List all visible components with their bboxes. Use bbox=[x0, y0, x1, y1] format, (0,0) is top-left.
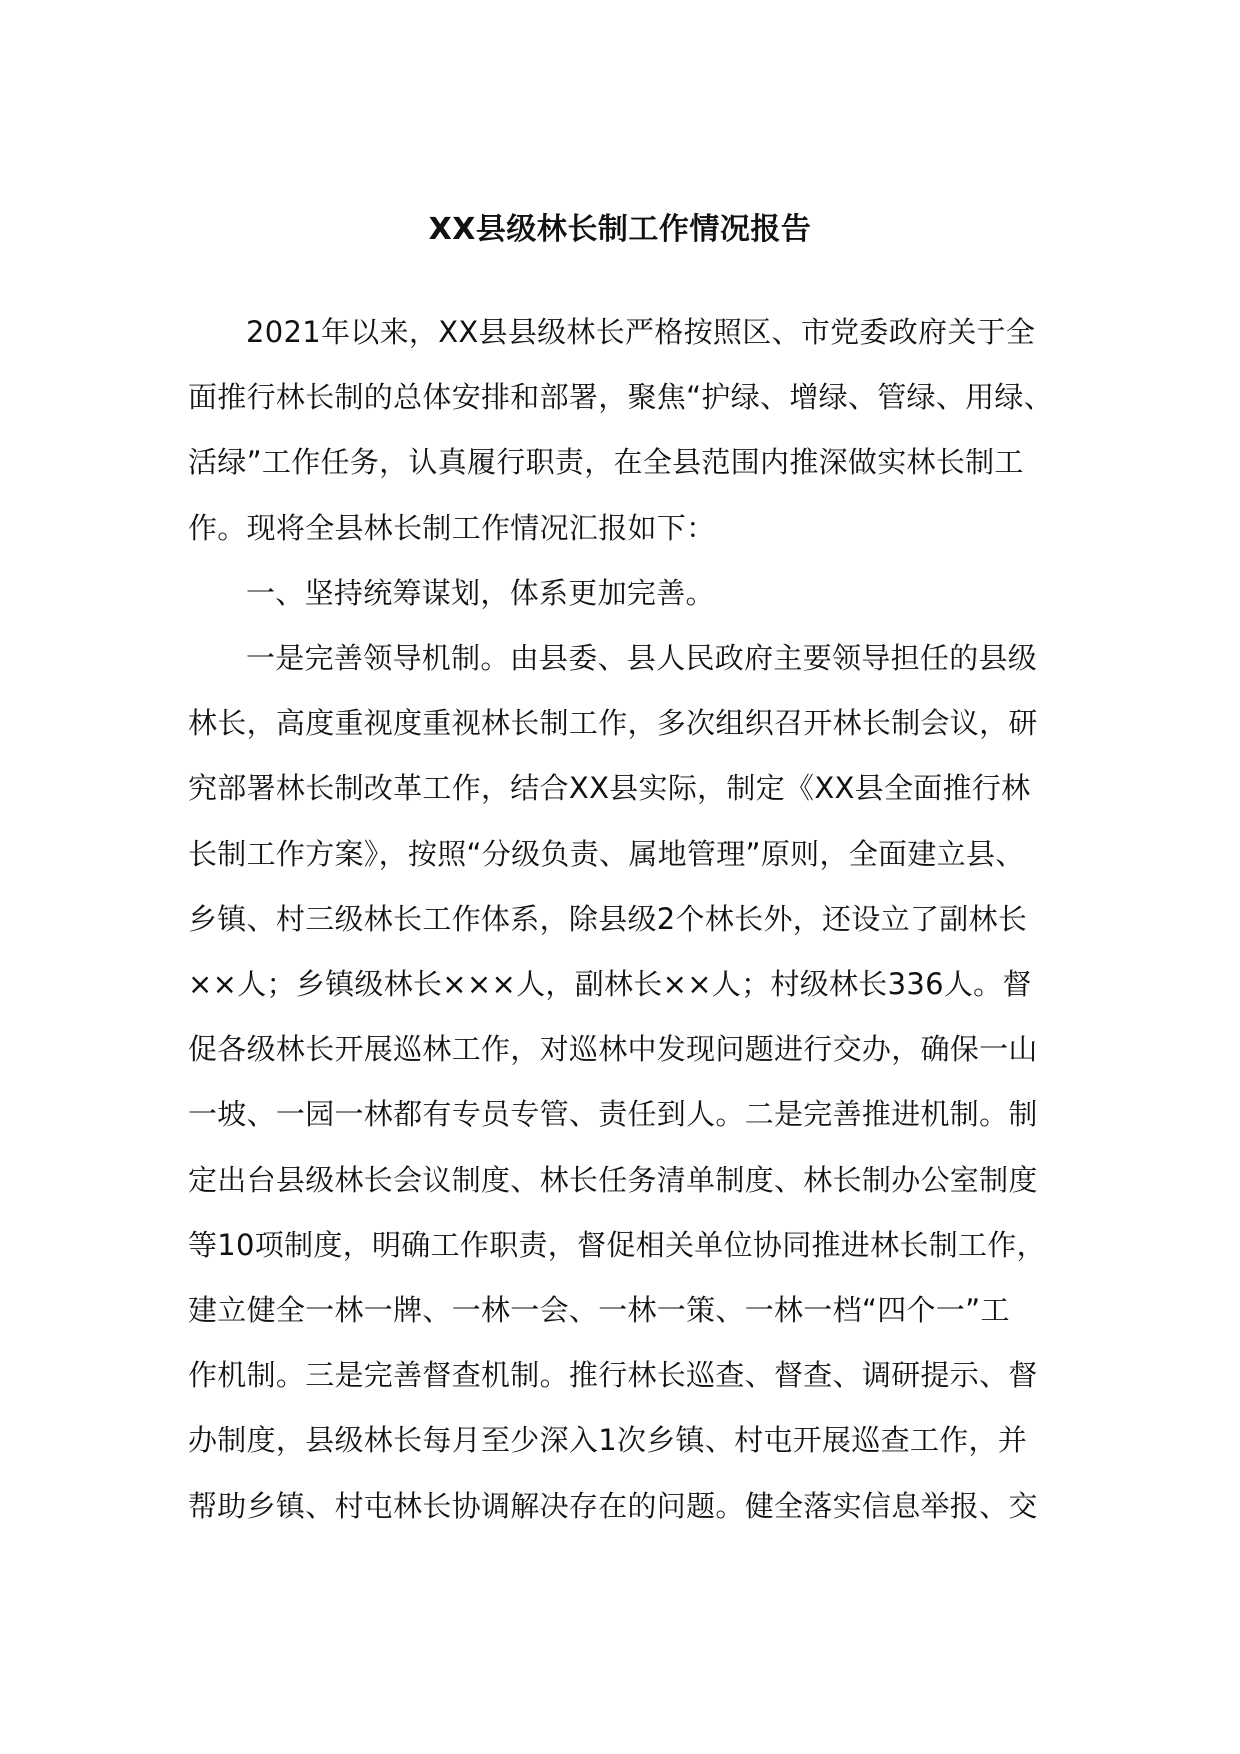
text-line: 乡镇、村三级林长工作体系，除县级2个林长外，还设立了副林长 bbox=[188, 901, 1028, 936]
text-line: 一是完善领导机制。由县委、县人民政府主要领导担任的县级 bbox=[246, 641, 1038, 676]
text-line: 究部署林长制改革工作，结合XX县实际，制定《XX县全面推行林 bbox=[188, 771, 1031, 806]
document-body bbox=[188, 300, 1054, 1539]
text-line: 一坡、一园一林都有专员专管、责任到人。二是完善推进机制。制 bbox=[188, 1097, 1038, 1132]
text-line: 长制工作方案》，按照“分级负责、属地管理”原则，全面建立县、 bbox=[188, 836, 1025, 871]
document-title: XX县级林长制工作情况报告 bbox=[428, 212, 812, 247]
text-line: 活绿”工作任务，认真履行职责，在全县范围内推深做实林长制工 bbox=[188, 445, 1024, 480]
paragraph-body bbox=[188, 626, 1054, 1539]
text-line: 等10项制度，明确工作职责，督促相关单位协同推进林长制工作， bbox=[188, 1227, 1046, 1262]
text-line: 作机制。三是完善督查机制。推行林长巡查、督查、调研提示、督 bbox=[188, 1358, 1038, 1393]
text-line: 面推行林长制的总体安排和部署，聚焦“护绿、增绿、管绿、用绿、 bbox=[188, 380, 1054, 415]
paragraph-intro bbox=[188, 300, 1054, 561]
text-line: 帮助乡镇、村屯林长协调解决存在的问题。健全落实信息举报、交 bbox=[188, 1488, 1038, 1523]
text-line: 办制度，县级林长每月至少深入1次乡镇、村屯开展巡查工作，并 bbox=[188, 1423, 1028, 1458]
section-heading-1 bbox=[188, 561, 1054, 626]
text-line: 林长，高度重视度重视林长制工作，多次组织召开林长制会议，研 bbox=[188, 706, 1038, 741]
text-line: 一、坚持统筹谋划，体系更加完善。 bbox=[246, 575, 715, 610]
text-line: ××人；乡镇级林长×××人，副林长××人；村级林长336人。督 bbox=[188, 967, 1032, 1002]
text-line: 建立健全一林一牌、一林一会、一林一策、一林一档“四个一”工 bbox=[188, 1293, 1010, 1328]
text-line: 定出台县级林长会议制度、林长任务清单制度、林长制办公室制度 bbox=[188, 1162, 1038, 1197]
text-line: 2021年以来，XX县县级林长严格按照区、市党委政府关于全 bbox=[246, 315, 1036, 349]
text-line: 促各级林长开展巡林工作，对巡林中发现问题进行交办，确保一山 bbox=[188, 1032, 1038, 1067]
text-line: 作。现将全县林长制工作情况汇报如下： bbox=[188, 510, 716, 545]
